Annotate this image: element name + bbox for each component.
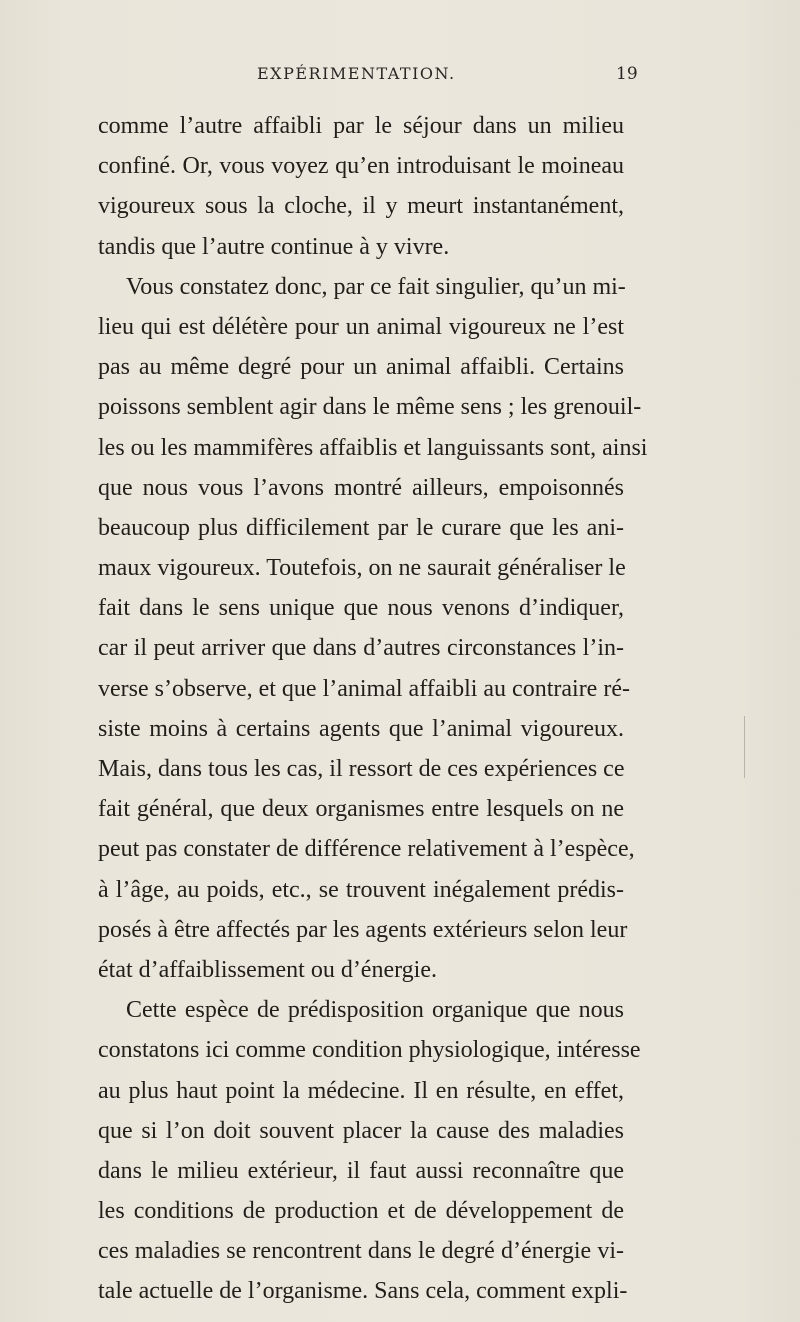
running-head	[0, 64, 800, 92]
body-text	[98, 106, 648, 1312]
text-line: car il peut arriver que dans d’autres circonstances l’in-	[98, 635, 624, 662]
text-line: constatons ici comme condition physiologique, intéresse	[98, 1037, 641, 1064]
margin-mark	[744, 716, 745, 778]
text-line: fait dans le sens unique que nous venons d’indiquer,	[98, 595, 624, 622]
page-number: 19	[616, 64, 638, 84]
text-line: que si l’on doit souvent placer la cause des maladies	[98, 1117, 624, 1144]
text-line: Cette espèce de prédisposition organique que nous	[126, 997, 624, 1024]
text-line: tandis que l’autre continue à y vivre.	[98, 233, 450, 260]
running-head-title: EXPÉRIMENTATION.	[257, 64, 456, 83]
text-line: dans le milieu extérieur, il faut aussi reconnaître que	[98, 1157, 624, 1184]
text-line: beaucoup plus difficilement par le curare que les ani-	[98, 514, 624, 541]
text-line: à l’âge, au poids, etc., se trouvent inégalement prédis-	[98, 876, 624, 903]
text-line: les ou les mammifères affaiblis et languissants sont, ainsi	[98, 434, 648, 461]
text-line: fait général, que deux organismes entre lesquels on ne	[98, 796, 624, 823]
text-line: peut pas constater de différence relativement à l’espèce,	[98, 836, 635, 863]
text-line: tale actuelle de l’organisme. Sans cela, comment expli-	[98, 1278, 628, 1305]
text-line: posés à être affectés par les agents extérieurs selon leur	[98, 916, 628, 943]
text-line: maux vigoureux. Toutefois, on ne saurait généraliser le	[98, 555, 626, 582]
text-line: poissons semblent agir dans le même sens ; les grenouil-	[98, 394, 642, 421]
text-line: vigoureux sous la cloche, il y meurt instantanément,	[98, 193, 624, 220]
text-line: comme l’autre affaibli par le séjour dans un milieu	[98, 113, 624, 139]
text-line: confiné. Or, vous voyez qu’en introduisant le moineau	[98, 153, 624, 180]
text-line: ces maladies se rencontrent dans le degré d’énergie vi-	[98, 1238, 624, 1265]
text-line: verse s’observe, et que l’animal affaibli au contraire ré-	[98, 675, 630, 702]
text-line: Mais, dans tous les cas, il ressort de ces expériences ce	[98, 756, 625, 782]
text-line: état d’affaiblissement ou d’énergie.	[98, 956, 437, 983]
text-line: Vous constatez donc, par ce fait singulier, qu’un mi-	[126, 273, 626, 300]
text-line: que nous vous l’avons montré ailleurs, empoisonnés	[98, 474, 624, 501]
text-line: siste moins à certains agents que l’animal vigoureux.	[98, 715, 624, 742]
text-line: lieu qui est délétère pour un animal vigoureux ne l’est	[98, 313, 624, 340]
text-line: les conditions de production et de développement de	[98, 1198, 624, 1225]
text-line: au plus haut point la médecine. Il en résulte, en effet,	[98, 1077, 624, 1104]
text-line: pas au même degré pour un animal affaibli. Certains	[98, 354, 624, 381]
